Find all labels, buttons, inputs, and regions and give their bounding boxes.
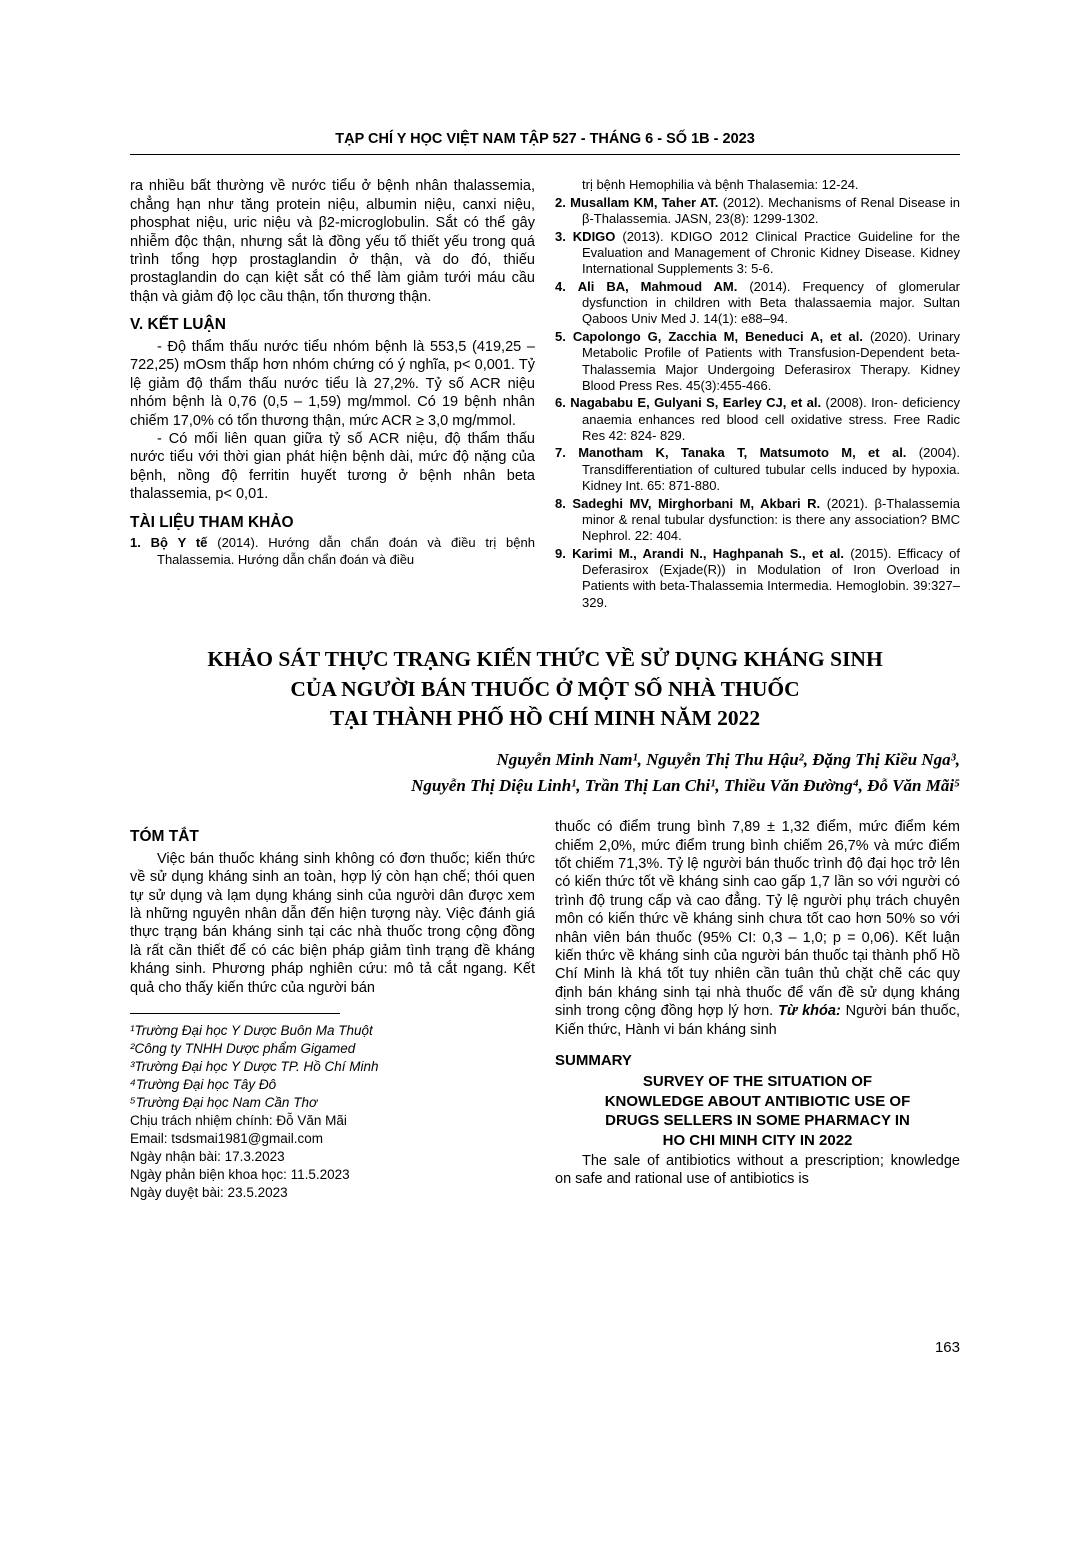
reference-number: 3.	[555, 228, 566, 244]
keywords-label: Từ khóa:	[778, 1003, 841, 1020]
reference-item	[555, 496, 960, 545]
reference-continuation: trị bệnh Hemophilia và bệnh Thalasemia: 12-24.	[582, 177, 859, 193]
reference-text: (2015). Efficacy of Deferasirox (Exjade(R)) in Modulation of Iron Overload in Patients with beta-Thalassemia Intermedia. Hemoglobin. 39:327–329.	[582, 545, 960, 610]
reference-number: 2.	[555, 194, 566, 210]
reference-item	[555, 329, 960, 395]
abstract-paragraph: Việc bán thuốc kháng sinh không có đơn thuốc; kiến thức về sử dụng kháng sinh an toàn, hợp lý còn hạn chế; thói quen tự sử dụng và lạm dụng kháng sinh của người dân được xem là những nguyên nhân dẫn đến hiện tượng này. Việc đánh giá thực trạng bán kháng sinh tại các nhà thuốc trong cộng đồng là rất cần thiết để có các biện pháp giảm tình trạng đề kháng kháng sinh. Phương pháp nghiên cứu: mô tả cắt ngang. Kết quả cho thấy kiến thức của người bán	[130, 850, 535, 996]
journal-title: TẠP CHÍ Y HỌC VIỆT NAM TẬP 527 - THÁNG 6 - SỐ 1B - 2023	[335, 131, 755, 147]
reference-authors: KDIGO	[572, 228, 616, 244]
abstract-section	[130, 818, 960, 1201]
abstract-text: thuốc có điểm trung bình 7,89 ± 1,32 điểm, mức điểm kém chiếm 2,0%, mức điểm trung bình chiếm 26,7% và mức điểm tốt chiếm 71,3%. Tỷ lệ người bán thuốc trình độ đại học trở lên có kiến thức tốt về kháng sinh cao gấp 1,7 lần so với người có trình độ trung cấp và cao đẳng. Tỷ lệ người phụ trách chuyên môn có kiến thức về kháng sinh chưa tốt cao hơn 50% so với nhân viên bán thuốc (95% CI: 0,3 – 1,0; p = 0,06). Kết luận kiến thức về kháng sinh của người bán thuốc tại thành phố Hồ Chí Minh là khá tốt tuy nhiên cần tuân thủ chặt chẽ các quy định bán kháng sinh tại nhà thuốc để vấn đề sử dụng kháng sinh trong cộng đồng hợp lý hơn.	[555, 819, 960, 1020]
reference-authors: Manotham K, Tanaka T, Matsumoto M, et al.	[578, 445, 907, 461]
page-number: 163	[934, 1339, 960, 1356]
conclusion-paragraph: - Độ thẩm thấu nước tiểu nhóm bệnh là 553,5 (419,25 – 722,25) mOsm thấp hơn nhóm chứng có ý nghĩa, p< 0,001. Tỷ lệ giảm độ thẩm thấu nước tiểu là 27,2%. Tỷ số ACR niệu nhóm bệnh là 0,76 (0,5 – 1,59) mg/mmol. Có 19 bệnh nhân chiếm 17,0% có tổn thương thận, mức ACR ≥ 3,0 mg/mmol.	[130, 338, 535, 429]
reference-authors: Bộ Y tế	[150, 535, 208, 551]
corresponding-author-line: Chịu trách nhiệm chính: Đỗ Văn Mãi	[130, 1112, 347, 1128]
email-line: Email: tsdsmai1981@gmail.com	[130, 1130, 324, 1146]
top-left-column	[130, 177, 535, 611]
received-date-line: Ngày nhận bài: 17.3.2023	[130, 1148, 285, 1164]
article-authors	[130, 747, 960, 798]
reference-text: (2014). Frequency of glomerular dysfunction in children with Beta thalassaemia major. Sultan Qaboos Univ Med J. 14(1): e88–94.	[582, 278, 960, 327]
reviewed-date-line: Ngày phản biện khoa học: 11.5.2023	[130, 1166, 350, 1182]
article-header	[130, 645, 960, 798]
conclusion-paragraph: - Có mối liên quan giữa tỷ số ACR niệu, độ thẩm thấu nước tiểu với thời gian phát hiện bệnh dài, mức độ nặng của bệnh, nồng độ ferritin huyết tương ở bệnh nhân beta thalassemia, p< 0,01.	[130, 430, 535, 503]
conclusion-heading: V. KẾT LUẬN	[130, 316, 226, 334]
article-title-line: CỦA NGƯỜI BÁN THUỐC Ở MỘT SỐ NHÀ THUỐC	[290, 676, 800, 701]
bottom-left-column	[130, 818, 535, 1201]
summary-title: SURVEY OF THE SITUATION OF KNOWLEDGE ABOUT ANTIBIOTIC USE OF DRUGS SELLERS IN SOME PHARMACY IN HO CHI MINH CITY IN 2022	[604, 1073, 911, 1149]
reference-number: 7.	[555, 445, 566, 461]
accepted-date-line: Ngày duyệt bài: 23.5.2023	[130, 1184, 288, 1200]
reference-item	[555, 546, 960, 612]
reference-authors: Capolongo G, Zacchia M, Beneduci A, et al.	[572, 328, 863, 344]
reference-authors: Sadeghi MV, Mirghorbani M, Akbari R.	[572, 495, 821, 511]
reference-number: 8.	[555, 495, 566, 511]
reference-item	[130, 535, 535, 568]
reference-item	[555, 445, 960, 494]
reference-item	[555, 195, 960, 228]
affiliation-line: ³Trường Đại học Y Dược TP. Hồ Chí Minh	[130, 1058, 379, 1074]
reference-number: 6.	[555, 395, 566, 411]
reference-text: (2004). Transdifferentiation of cultured tubular cells induced by hypoxia. Kidney Int. 65: 871-880.	[582, 445, 960, 494]
reference-text: (2013). KDIGO 2012 Clinical Practice Guideline for the Evaluation and Management of Chronic Kidney Disease. Kidney International Supplements 3: 5-6.	[582, 228, 960, 277]
bottom-right-column	[555, 818, 960, 1201]
summary-heading: SUMMARY	[555, 1052, 632, 1069]
affiliation-line: ²Công ty TNHH Dược phẩm Gigamed	[130, 1041, 356, 1056]
reference-item	[555, 395, 960, 444]
reference-item	[555, 229, 960, 278]
affiliation-line: ⁵Trường Đại học Nam Cần Thơ	[130, 1094, 318, 1110]
affiliation-line: ⁴Trường Đại học Tây Đô	[130, 1076, 277, 1092]
abstract-paragraph-continued	[555, 818, 960, 1039]
previous-article-section	[130, 177, 960, 611]
reference-number: 1.	[130, 535, 141, 551]
footnote-divider	[130, 1013, 340, 1014]
affiliation-line: ¹Trường Đại học Y Dược Buôn Ma Thuột	[130, 1023, 373, 1039]
reference-number: 4.	[555, 278, 566, 294]
article-title-line: KHẢO SÁT THỰC TRẠNG KIẾN THỨC VỀ SỬ DỤNG KHÁNG SINH	[207, 647, 883, 672]
reference-authors: Nagababu E, Gulyani S, Earley CJ, et al.	[570, 395, 822, 411]
reference-text: (2020). Urinary Metabolic Profile of Patients with Transfusion-Dependent beta-Thalassemia Major Undergoing Deferasirox Therapy. Kidney Blood Press Res. 45(3):455-466.	[582, 328, 961, 393]
abstract-heading: TÓM TẮT	[130, 828, 199, 846]
body-paragraph-continuation: ra nhiều bất thường về nước tiểu ở bệnh nhân thalassemia, chẳng hạn như tăng protein niệu, albumin niệu, canxi niệu, phosphat niệu, uric niệu và β2-microglobulin. Sắt có thể gây nhiễm độc thận, nhưng sắt là đồng yếu tố thiết yếu trong quá trình tổng hợp prostaglandin ở thận, và do đó, thiếu prostaglandin do cạn kiệt sắt có thể làm giảm tưới máu cầu thận và giảm độ lọc cầu thận, tổn thương thận.	[130, 178, 535, 305]
article-title	[130, 645, 960, 734]
article-title-line: TẠI THÀNH PHỐ HỒ CHÍ MINH NĂM 2022	[329, 706, 761, 731]
reference-text: (2012). Mechanisms of Renal Disease in β-Thalassemia. JASN, 23(8): 1299-1302.	[582, 194, 961, 227]
keywords-text: Người bán thuốc, Kiến thức, Hành vi bán kháng sinh	[555, 1003, 961, 1038]
references-heading: TÀI LIỆU THAM KHẢO	[130, 513, 294, 531]
reference-authors: Ali BA, Mahmoud AM.	[577, 278, 738, 294]
footnotes-block	[130, 1022, 535, 1202]
reference-text: (2008). Iron- deficiency anaemia enhances red blood cell oxidative stress. Free Radic Res 42: 824- 829.	[582, 395, 960, 444]
journal-header	[130, 130, 960, 155]
author-line: Nguyễn Minh Nam¹, Nguyễn Thị Thu Hậu², Đặng Thị Kiều Nga³,	[496, 750, 960, 770]
reference-text: (2021). β-Thalassemia minor & renal tubular dysfunction: is there any association? BMC Nephrol. 22: 404.	[582, 495, 960, 544]
reference-number: 9.	[555, 545, 566, 561]
top-right-column	[555, 177, 960, 611]
reference-text: (2014). Hướng dẫn chẩn đoán và điều trị bệnh Thalassemia. Hướng dẫn chẩn đoán và điều	[157, 535, 535, 567]
reference-authors: Musallam KM, Taher AT.	[570, 194, 719, 210]
summary-paragraph: The sale of antibiotics without a prescription; knowledge on safe and rational use of antibiotics is	[555, 1153, 960, 1188]
reference-item	[555, 279, 960, 328]
author-line: Nguyễn Thị Diệu Linh¹, Trần Thị Lan Chi¹, Thiều Văn Đường⁴, Đỗ Văn Mãi⁵	[411, 775, 960, 795]
reference-number: 5.	[555, 328, 566, 344]
reference-authors: Karimi M., Arandi N., Haghpanah S., et al.	[572, 545, 845, 561]
